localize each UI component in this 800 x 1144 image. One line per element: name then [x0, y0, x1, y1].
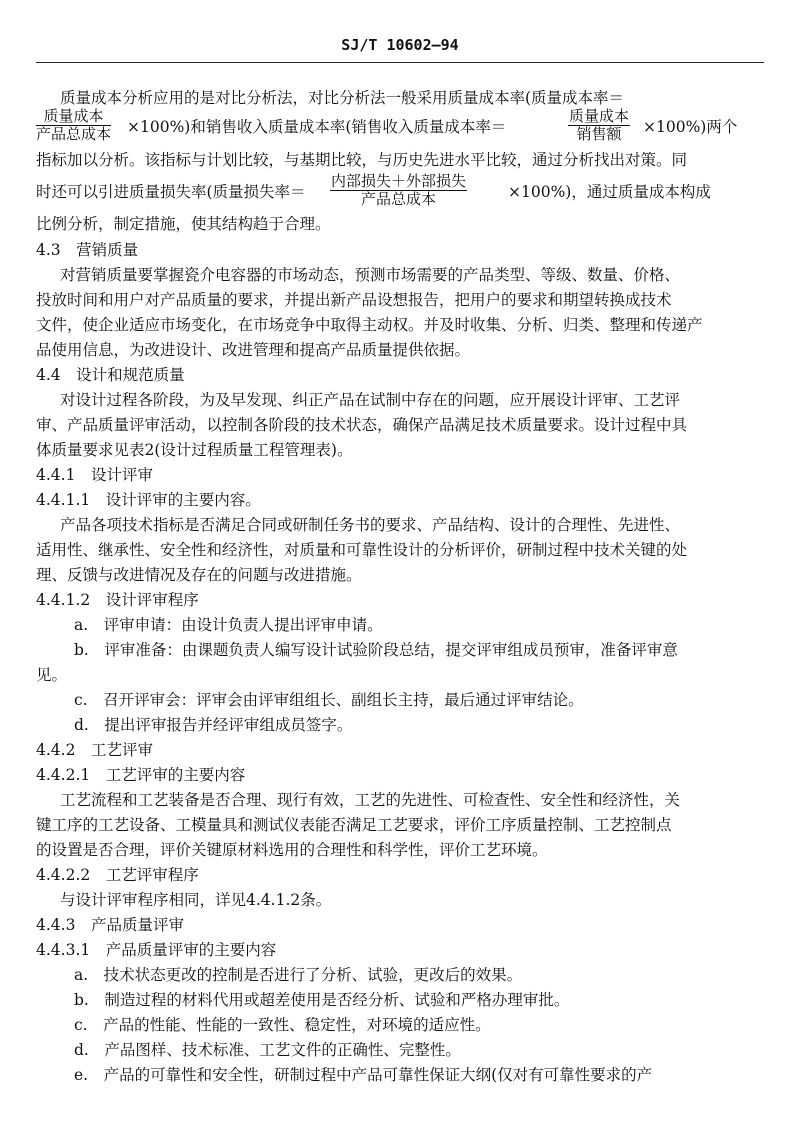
section-heading: 4.4 设计和规范质量: [36, 366, 185, 384]
paragraph-line: 体质量要求见表2(设计过程质量工程管理表)。: [36, 441, 353, 459]
list-item: a. 评审申请：由设计负责人提出评审申请。: [74, 616, 383, 634]
section-heading: 4.4.1.2 设计评审程序: [36, 591, 199, 609]
section-heading: 4.4.2.1 工艺评审的主要内容: [36, 766, 246, 784]
fraction-quality-loss-rate: [330, 173, 467, 208]
list-item: d. 产品图样、技术标准、工艺文件的正确性、完整性。: [74, 1041, 461, 1059]
paragraph-line: 投放时间和用户对产品质量的要求，并提出新产品设想报告，把用户的要求和期望转换成技术: [36, 291, 672, 309]
paragraph-line: ×100%)两个: [643, 118, 738, 136]
paragraph-line: 审、产品质量评审活动，以控制各阶段的技术状态，确保产品满足技术质量要求。设计过程中具: [36, 416, 688, 434]
paragraph-line: ×100%)，通过质量成本构成: [508, 183, 711, 201]
paragraph-line: 对设计过程各阶段，为及早发现、纠正产品在试制中存在的问题，应开展设计评审、工艺评: [60, 391, 681, 409]
section-heading: 4.3 营销质量: [36, 241, 139, 259]
fraction-denominator: 销售额: [576, 125, 622, 143]
page-header-code: SJ/T 10602—94: [341, 36, 459, 54]
paragraph-line: 工艺流程和工艺装备是否合理、现行有效，工艺的先进性、可检查性、安全性和经济性，关: [60, 791, 681, 809]
paragraph-line: 与设计评审程序相同，详见4.4.1.2条。: [60, 891, 332, 909]
paragraph-line: 对营销质量要掌握瓷介电容器的市场动态，预测市场需要的产品类型、等级、数量、价格、: [60, 266, 681, 284]
paragraph-line: 品使用信息，为改进设计、改进管理和提高产品质量提供依据。: [36, 341, 471, 359]
section-heading: 4.4.1.1 设计评审的主要内容。: [36, 491, 261, 509]
section-heading: 4.4.2 工艺评审: [36, 741, 153, 759]
fraction-numerator: 内部损失＋外部损失: [331, 172, 467, 190]
section-heading: 4.4.3 产品质量评审: [36, 916, 184, 934]
list-item: a. 技术状态更改的控制是否进行了分析、试验，更改后的效果。: [74, 966, 523, 984]
fraction-numerator: 质量成本: [569, 107, 630, 125]
header-rule: [36, 62, 764, 63]
fraction-denominator: 产品总成本: [36, 125, 112, 143]
paragraph-line: 键工序的工艺设备、工模量具和测试仪表能否满足工艺要求，评价工序质量控制、工艺控制点: [36, 816, 672, 834]
fraction-denominator: 产品总成本: [361, 190, 437, 208]
list-item: b. 制造过程的材料代用或超差使用是否经分析、试验和严格办理审批。: [74, 991, 570, 1009]
paragraph-line: 质量成本分析应用的是对比分析法，对比分析法一般采用质量成本率(质量成本率＝: [60, 89, 625, 107]
paragraph-line: 适用性、继承性、安全性和经济性，对质量和可靠性设计的分析评价，研制过程中技术关键的处: [36, 541, 688, 559]
list-item: c. 召开评审会：评审会由评审组组长、副组长主持，最后通过评审结论。: [74, 691, 584, 709]
paragraph-line: ×100%)和销售收入质量成本率(销售收入质量成本率＝: [127, 118, 507, 136]
fraction-sales-quality-cost-rate: [568, 108, 630, 143]
section-heading: 4.4.2.2 工艺评审程序: [36, 866, 199, 884]
section-heading: 4.4.3.1 产品质量评审的主要内容: [36, 941, 277, 959]
paragraph-line: 的设置是否合理，评价关键原材料选用的合理性和科学性，评价工艺环境。: [36, 841, 548, 859]
list-item: b. 评审准备：由课题负责人编写设计试验阶段总结，提交评审组成员预审，准备评审意: [74, 641, 678, 659]
paragraph-line: 产品各项技术指标是否满足合同或研制任务书的要求、产品结构、设计的合理性、先进性、: [60, 516, 681, 534]
fraction-quality-cost-rate: [36, 108, 111, 143]
fraction-numerator: 质量成本: [36, 108, 111, 126]
list-item: c. 产品的性能、性能的一致性、稳定性，对环境的适应性。: [74, 1016, 491, 1034]
paragraph-line: 指标加以分析。该指标与计划比较，与基期比较，与历史先进水平比较，通过分析找出对策。同: [36, 151, 688, 169]
list-item-continuation: 见。: [36, 666, 68, 684]
list-item: e. 产品的可靠性和安全性，研制过程中产品可靠性保证大纲(仅对有可靠性要求的产: [74, 1066, 653, 1084]
paragraph-line: 时还可以引进质量损失率(质量损失率＝: [36, 183, 306, 201]
section-heading: 4.4.1 设计评审: [36, 466, 153, 484]
list-item: d. 提出评审报告并经评审组成员签字。: [74, 716, 353, 734]
paragraph-line: 比例分析，制定措施，使其结构趋于合理。: [36, 215, 331, 233]
paragraph-line: 理、反馈与改进情况及存在的问题与改进措施。: [36, 566, 362, 584]
paragraph-line: 文件，使企业适应市场变化，在市场竞争中取得主动权。并及时收集、分析、归类、整理和传递产: [36, 316, 703, 334]
